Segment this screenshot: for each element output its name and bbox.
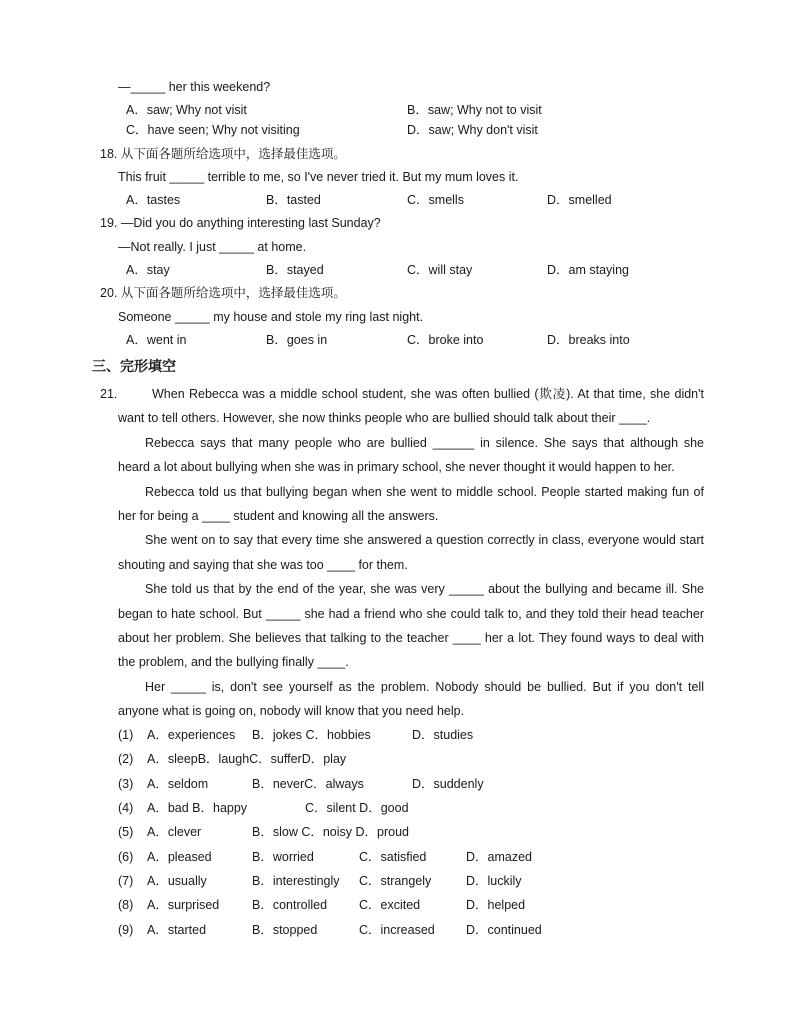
q18-sentence: This fruit _____ terrible to me, so I've never tried it. But my mum loves it. (118, 170, 519, 184)
choice-option-d: D．suddenly (412, 777, 484, 791)
choice-option-a: A．seldom (147, 777, 209, 791)
choice-number: (6) (118, 850, 134, 864)
q17-option-a: A．saw; Why not visit (126, 103, 247, 117)
q17-option-d: D．saw; Why don't visit (407, 123, 538, 137)
q20-option-a: A．went in (126, 333, 187, 347)
choice-number: (4) (118, 801, 134, 815)
choice-option-d: D．luckily (466, 874, 522, 888)
choice-option-a: A．sleepB．laughC．sufferD．play (147, 752, 347, 766)
passage-paragraph-6: Her _____ is, don't see yourself as the problem. Nobody should be bullied. But if you don't tell anyone what is going on, nobody will know that you need help. (118, 679, 704, 719)
choice-option-d: D．continued (466, 923, 542, 937)
cloze-passage (118, 382, 704, 724)
choice-option-a: A．experiences (147, 728, 236, 742)
choice-option-a: A．usually (147, 874, 207, 888)
passage-paragraph-3: Rebecca told us that bullying began when she went to middle school. People started making fun of her for being a ____ student and knowing all the answers. (118, 484, 704, 524)
choice-option-b: B．neverC．always (252, 777, 364, 791)
q21-number: 21. (100, 387, 118, 401)
q19-question: 19. —Did you do anything interesting last Sunday? (100, 216, 381, 230)
choice-option-a: A．started (147, 923, 207, 937)
q19-option-b: B．stayed (266, 263, 324, 277)
q19-option-d: D．am staying (547, 263, 629, 277)
choice-number: (3) (118, 777, 134, 791)
choice-option-b: B．controlled (252, 898, 328, 912)
passage-paragraph-2: Rebecca says that many people who are bullied ______ in silence. She says that although she heard a lot about bullying when she was in primary school, she never thought it would happen to her. (118, 435, 704, 475)
passage-paragraph-4: She went on to say that every time she answered a question correctly in class, everyone would start shouting and saying that she was too ____ for them. (118, 533, 704, 572)
q19-option-c: C．will stay (407, 263, 473, 277)
choice-option-b: B．interestingly (252, 874, 340, 888)
q18-option-c: C．smells (407, 193, 464, 207)
q17-option-b: B．saw; Why not to visit (407, 103, 542, 117)
choice-number: (5) (118, 825, 134, 839)
q18-header: 18. 从下面各题所给选项中，选择最佳选项。 (100, 147, 346, 161)
choice-option-b: B．worried (252, 850, 314, 864)
choice-option-a: A．clever (147, 825, 202, 839)
passage-paragraph-5: She told us that by the end of the year, she was very _____ about the bullying and became ill. She began to hate school. But _____ she had a friend who she could talk to, and they told their head teacher about her problem. She believes that talking to the teacher ____ her a lot. They found ways to deal with the problem, and the bullying finally ____. (118, 582, 704, 670)
choice-number: (1) (118, 728, 134, 742)
choice-option-b: B．stopped (252, 923, 318, 937)
choice-number: (2) (118, 752, 134, 766)
q20-option-d: D．breaks into (547, 333, 630, 347)
q20-option-c: C．broke into (407, 333, 484, 347)
choice-option-a: A．bad B．happy (147, 801, 248, 815)
choice-option-d: D．helped (466, 898, 526, 912)
section-title: 三、完形填空 (92, 358, 176, 374)
q17-option-c: C．have seen; Why not visiting (126, 123, 300, 137)
choice-option-a: A．pleased (147, 850, 212, 864)
choice-number: (8) (118, 898, 134, 912)
choice-number: (9) (118, 923, 134, 937)
choice-option-b: B．jokes C．hobbies (252, 728, 371, 742)
q20-header: 20. 从下面各题所给选项中，选择最佳选项。 (100, 286, 346, 300)
choice-option-c: C．excited (359, 898, 421, 912)
choice-option-c: C．strangely (359, 874, 432, 888)
choice-number: (7) (118, 874, 134, 888)
q18-option-b: B．tasted (266, 193, 321, 207)
q17-line: —_____ her this weekend? (118, 80, 271, 94)
q18-option-d: D．smelled (547, 193, 612, 207)
q20-option-b: B．goes in (266, 333, 328, 347)
passage-paragraph-1: When Rebecca was a middle school student, she was often bullied (欺凌). At that time, she didn't want to tell others. However, she now thinks people who are bullied should talk about their ____. (118, 387, 704, 426)
choice-option-c: C．satisfied (359, 850, 427, 864)
q18-option-a: A．tastes (126, 193, 181, 207)
choice-option-c: C．increased (359, 923, 435, 937)
choice-option-b: B．slow C．noisy D．proud (252, 825, 409, 839)
q19-answer-line: —Not really. I just _____ at home. (118, 240, 307, 254)
choice-option-d: D．studies (412, 728, 474, 742)
q19-option-a: A．stay (126, 263, 170, 277)
choice-option-c: C．silent D．good (305, 801, 409, 815)
choice-option-a: A．surprised (147, 898, 220, 912)
choice-option-d: D．amazed (466, 850, 532, 864)
q20-sentence: Someone _____ my house and stole my ring last night. (118, 310, 424, 324)
